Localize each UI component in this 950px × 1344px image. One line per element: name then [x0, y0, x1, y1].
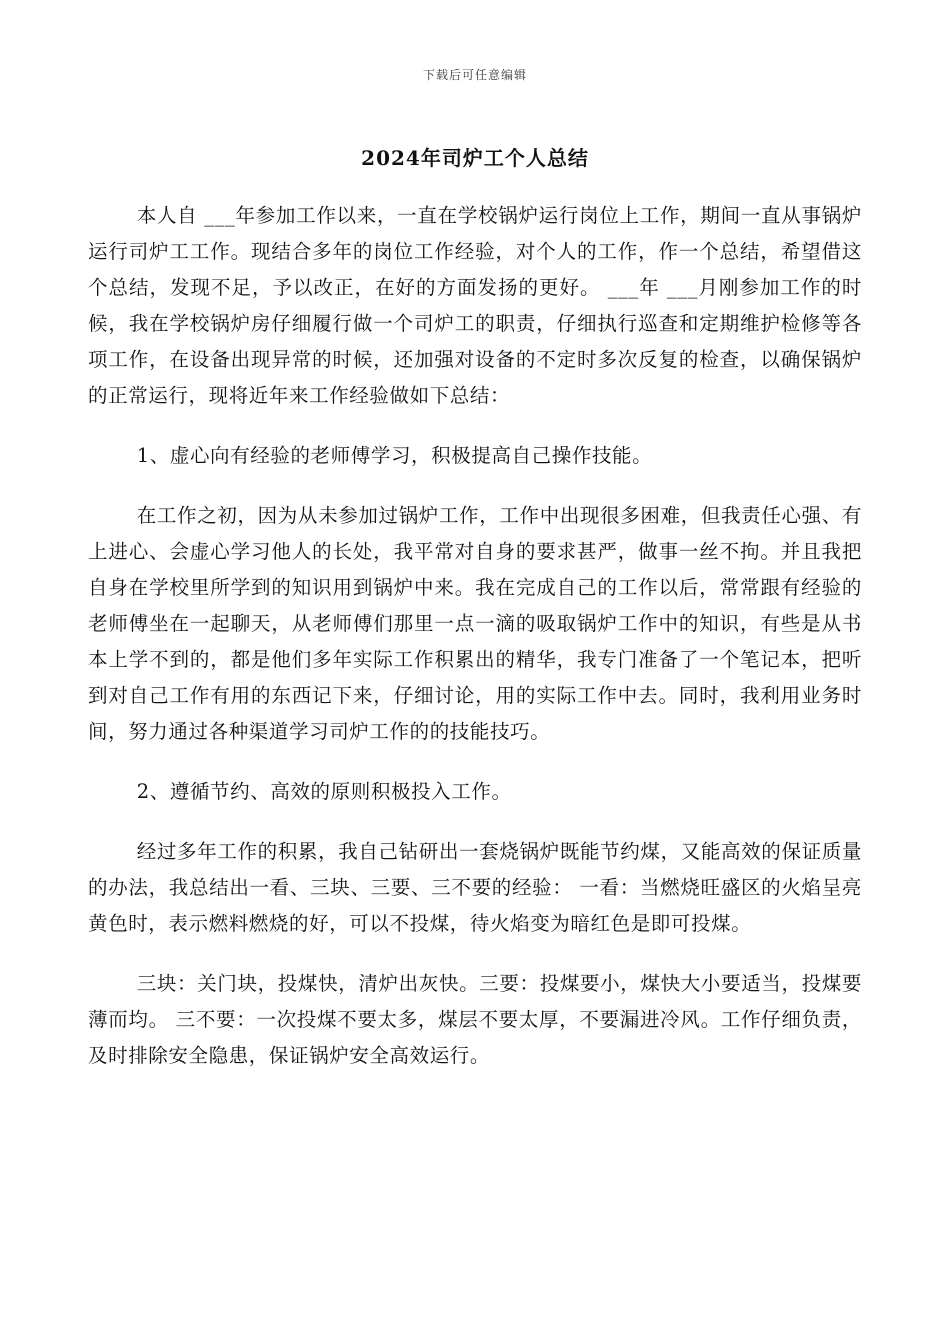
header-note: 下载后可任意编辑	[422, 68, 527, 82]
paragraph-rules: 三块：关门块，投煤快，清炉出灰快。三要：投煤要小，煤快大小要适当，投煤要薄而均。 三不要：一次投煤不要太多，煤层不要太厚，不要漏进冷风。工作仔细负责，及时排除安全隐患，保证锅炉安全高效运行。	[88, 972, 862, 1067]
section-heading-1: 1、虚心向有经验的老师傅学习，积极提高自己操作技能。	[136, 444, 653, 467]
paragraph-learning: 在工作之初，因为从未参加过锅炉工作，工作中出现很多困难，但我责任心强、有上进心、会虚心学习他人的长处，我平常对自身的要求甚严，做事一丝不拘。并且我把自身在学校里所学到的知识用到锅炉中来。我在完成自己的工作以后，常常跟有经验的老师傅坐在一起聊天，从老师傅们那里一点一滴的吸取锅炉工作中的知识，有些是从书本上学不到的，都是他们多年实际工作积累出的精华，我专门准备了一个笔记本，把听到对自己工作有用的东西记下来，仔细讨论，用的实际工作中去。同时，我利用业务时间，努力通过各种渠道学习司炉工作的的技能技巧。	[88, 504, 862, 743]
document-body	[88, 198, 862, 1098]
document-title: 2024年司炉工个人总结	[361, 146, 589, 170]
paragraph-intro: 本人自 ___年参加工作以来，一直在学校锅炉运行岗位上工作，期间一直从事锅炉运行司炉工工作。现结合多年的岗位工作经验，对个人的工作，作一个总结，希望借这个总结，发现不足，予以改正，在好的方面发扬的更好。 ___年 ___月刚参加工作的时候，我在学校锅炉房仔细履行做一个司炉工的职责，仔细执行巡查和定期维护检修等各项工作，在设备出现异常的时候，还加强对设备的不定时多次反复的检查，以确保锅炉的正常运行，现将近年来工作经验做如下总结：	[88, 204, 862, 407]
paragraph-method: 经过多年工作的积累，我自己钻研出一套烧锅炉既能节约煤，又能高效的保证质量的办法，我总结出一看、三块、三要、三不要的经验： 一看：当燃烧旺盛区的火焰呈亮黄色时，表示燃料燃烧的好，可以不投煤，待火焰变为暗红色是即可投煤。	[88, 840, 862, 935]
section-heading-2: 2、遵循节约、高效的原则积极投入工作。	[136, 780, 512, 803]
